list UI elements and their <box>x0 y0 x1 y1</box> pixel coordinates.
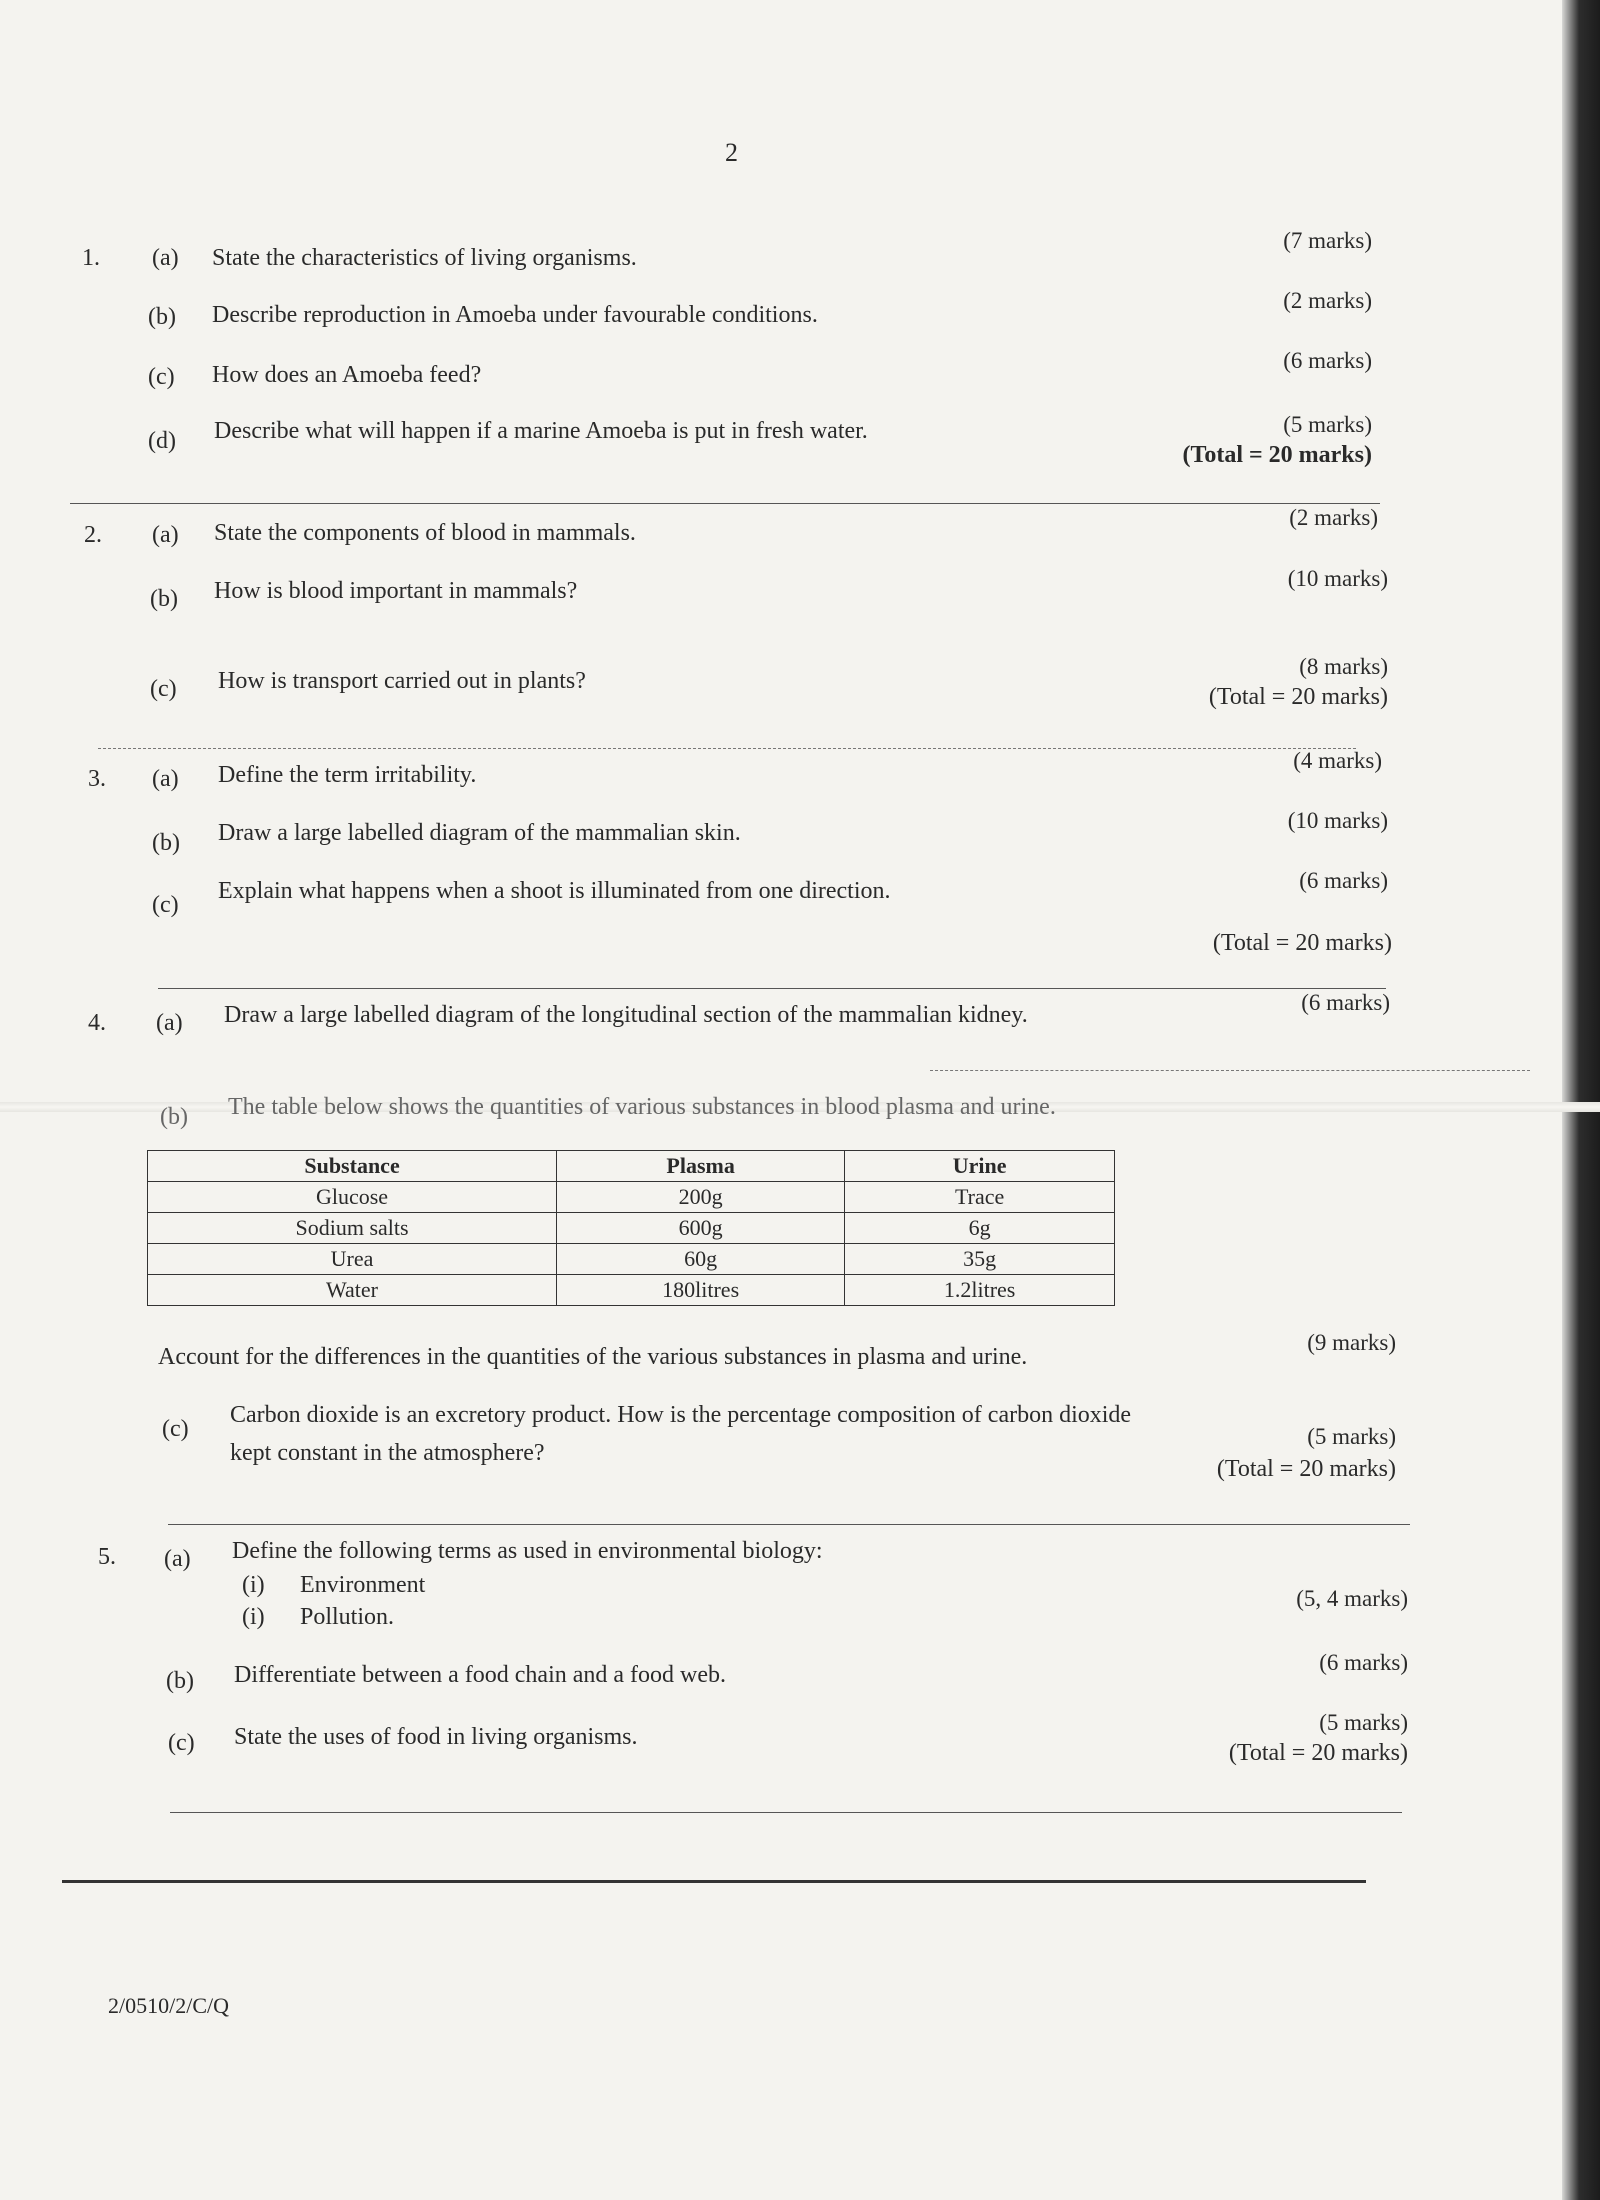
q5-b-marks: (6 marks) <box>1319 1650 1408 1675</box>
table-cell: 60g <box>557 1244 845 1275</box>
table-row <box>148 1275 1115 1306</box>
table-cell: 35g <box>845 1244 1115 1275</box>
q2-b-label: (b) <box>150 586 178 612</box>
q1-a-marks: (7 marks) <box>1283 228 1372 253</box>
table-cell: Water <box>148 1275 557 1306</box>
q5-b-label: (b) <box>166 1668 194 1694</box>
q4-c-text-line1: Carbon dioxide is an excretory product. How is the percentage composition of carbon dioxide <box>230 1402 1132 1428</box>
divider-3 <box>158 988 1386 989</box>
q5-a-i-text: Environment <box>300 1572 426 1598</box>
q3-total: (Total = 20 marks) <box>1212 930 1392 956</box>
q5-b-text: Differentiate between a food chain and a food web. <box>234 1662 727 1688</box>
q4-b-account-text: Account for the differences in the quantities of the various substances in plasma and urine. <box>158 1344 1028 1370</box>
q5-a-text: Define the following terms as used in environmental biology: <box>232 1538 823 1564</box>
table-cell: Urea <box>148 1244 557 1275</box>
q2-a-marks: (2 marks) <box>1289 505 1378 530</box>
table-row <box>148 1182 1115 1213</box>
end-of-questions-rule <box>62 1880 1366 1883</box>
q5-a-i-label: (i) <box>242 1572 265 1598</box>
table-cell: Sodium salts <box>148 1213 557 1244</box>
q3-a-text: Define the term irritability. <box>218 762 477 788</box>
divider-4 <box>168 1524 1410 1525</box>
table-cell: 180litres <box>557 1275 845 1306</box>
q3-c-marks: (6 marks) <box>1299 868 1388 893</box>
divider-partial <box>930 1070 1530 1071</box>
q1-b-label: (b) <box>148 304 176 330</box>
table-cell: 6g <box>845 1213 1115 1244</box>
q4-b-text: The table below shows the quantities of various substances in blood plasma and urine. <box>228 1094 1056 1120</box>
q3-b-label: (b) <box>152 830 180 856</box>
q1-d-marks: (5 marks) <box>1283 412 1372 437</box>
q3-c-label: (c) <box>152 892 179 918</box>
question-4-number: 4. <box>88 1010 106 1036</box>
q5-a-ii-label: (i) <box>242 1604 265 1630</box>
scan-edge <box>1562 0 1600 2200</box>
q2-a-text: State the components of blood in mammals. <box>214 520 636 546</box>
table-cell: 200g <box>557 1182 845 1213</box>
table-header-cell: Urine <box>845 1151 1115 1182</box>
q1-a-label: (a) <box>152 245 179 271</box>
q3-c-text: Explain what happens when a shoot is illuminated from one direction. <box>218 878 891 904</box>
q3-b-marks: (10 marks) <box>1287 808 1388 833</box>
table-cell: 1.2litres <box>845 1275 1115 1306</box>
q4-c-label: (c) <box>162 1416 189 1442</box>
q4-a-label: (a) <box>156 1010 183 1036</box>
q4-b-marks: (9 marks) <box>1307 1330 1396 1355</box>
q3-a-label: (a) <box>152 766 179 792</box>
q1-c-marks: (6 marks) <box>1283 348 1372 373</box>
table-header-cell: Plasma <box>557 1151 845 1182</box>
q5-total: (Total = 20 marks) <box>1228 1740 1408 1766</box>
substances-table <box>147 1150 1115 1306</box>
paper-code: 2/0510/2/C/Q <box>108 1993 230 2018</box>
q4-c-text-line2: kept constant in the atmosphere? <box>230 1440 545 1466</box>
question-2-number: 2. <box>84 522 102 548</box>
question-1-number: 1. <box>82 245 100 271</box>
q1-b-marks: (2 marks) <box>1283 288 1372 313</box>
divider-1 <box>70 503 1380 504</box>
q2-c-marks: (8 marks) <box>1299 654 1388 679</box>
q2-c-text: How is transport carried out in plants? <box>218 668 586 694</box>
q5-c-label: (c) <box>168 1730 195 1756</box>
q4-a-marks: (6 marks) <box>1301 990 1390 1015</box>
q1-d-text: Describe what will happen if a marine Amoeba is put in fresh water. <box>214 418 868 444</box>
q4-c-marks: (5 marks) <box>1307 1424 1396 1449</box>
q4-b-label: (b) <box>160 1104 188 1130</box>
q1-b-text: Describe reproduction in Amoeba under favourable conditions. <box>212 302 818 328</box>
table-header-row <box>148 1151 1115 1182</box>
page-number: 2 <box>725 138 738 167</box>
q4-a-text: Draw a large labelled diagram of the longitudinal section of the mammalian kidney. <box>224 1002 1028 1028</box>
table-cell: 600g <box>557 1213 845 1244</box>
q2-b-marks: (10 marks) <box>1287 566 1388 591</box>
q2-a-label: (a) <box>152 522 179 548</box>
q5-a-ii-text: Pollution. <box>300 1604 395 1630</box>
divider-5 <box>170 1812 1402 1813</box>
q4-total: (Total = 20 marks) <box>1216 1456 1396 1482</box>
q5-a-marks: (5, 4 marks) <box>1296 1586 1408 1611</box>
q2-c-label: (c) <box>150 676 177 702</box>
q2-b-text: How is blood important in mammals? <box>214 578 578 604</box>
table-cell: Glucose <box>148 1182 557 1213</box>
table-cell: Trace <box>845 1182 1115 1213</box>
table-row <box>148 1244 1115 1275</box>
q3-b-text: Draw a large labelled diagram of the mammalian skin. <box>218 820 741 846</box>
q2-total: (Total = 20 marks) <box>1208 684 1388 710</box>
q5-c-marks: (5 marks) <box>1319 1710 1408 1735</box>
q1-a-text: State the characteristics of living organisms. <box>212 245 637 271</box>
question-3-number: 3. <box>88 766 106 792</box>
table-header-cell: Substance <box>148 1151 557 1182</box>
table-row <box>148 1213 1115 1244</box>
q5-a-label: (a) <box>164 1546 191 1572</box>
q5-c-text: State the uses of food in living organisms. <box>234 1724 638 1750</box>
q1-total: (Total = 20 marks) <box>1182 442 1372 468</box>
divider-2 <box>98 748 1356 749</box>
q1-c-text: How does an Amoeba feed? <box>212 362 482 388</box>
question-5-number: 5. <box>98 1544 116 1570</box>
q3-a-marks: (4 marks) <box>1293 748 1382 773</box>
q1-d-label: (d) <box>148 428 176 454</box>
q1-c-label: (c) <box>148 364 175 390</box>
